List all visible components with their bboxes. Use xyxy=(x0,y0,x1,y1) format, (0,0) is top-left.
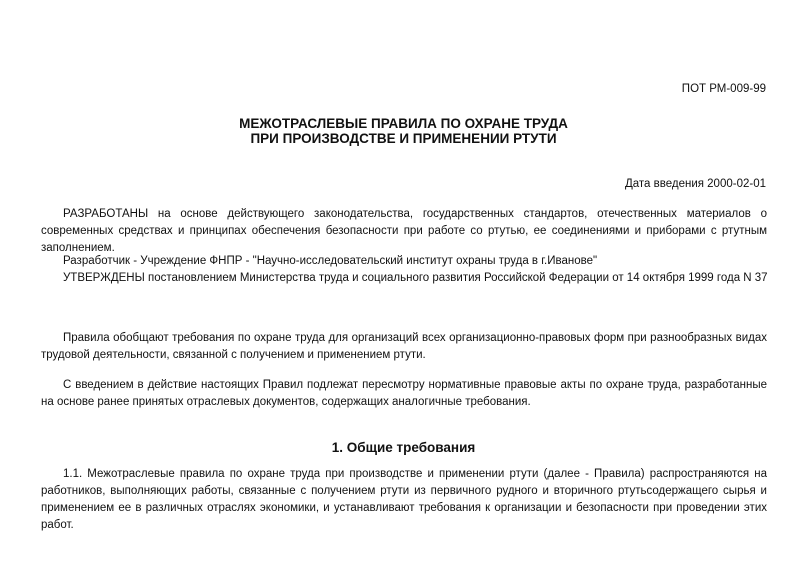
developer-line: Разработчик - Учреждение ФНПР - "Научно-исследовательский институт охраны труда в г.Иванове" xyxy=(63,255,598,267)
section-1-paragraph-1: 1.1. Межотраслевые правила по охране труда при производстве и применении ртути (далее - Правила) распространяются на работников, выполняющих работы, связанные с получением ртути из первичного рудного и вторичного ртутьсодержащего сырья и применением ее в различных отраслях экономики, и устанавливают требования к организации и безопасности при проведении этих работ. xyxy=(41,468,767,531)
intro-paragraph-2: С введением в действие настоящих Правил подлежат пересмотру нормативные правовые акты по охране труда, разработанные на основе ранее принятых отраслевых документов, содержащих аналогичные требования. xyxy=(41,379,767,408)
section-1-heading: 1. Общие требования xyxy=(331,440,476,455)
document-code: ПОТ РМ-009-99 xyxy=(681,83,766,95)
document-title-line-1: МЕЖОТРАСЛЕВЫЕ ПРАВИЛА ПО ОХРАНЕ ТРУДА xyxy=(239,116,568,131)
intro-paragraph-1: Правила обобщают требования по охране труда для организаций всех организационно-правовых форм при разнообразных видах трудовой деятельности, связанной с получением и применением ртути. xyxy=(41,332,767,361)
approved-line: УТВЕРЖДЕНЫ постановлением Министерства труда и социального развития Российской Федерации от 14 октября 1999 года N 37 xyxy=(63,272,768,284)
effective-date: Дата введения 2000-02-01 xyxy=(624,178,766,190)
document-title-line-2: ПРИ ПРОИЗВОДСТВЕ И ПРИМЕНЕНИИ РТУТИ xyxy=(250,131,557,146)
developed-paragraph: РАЗРАБОТАНЫ на основе действующего законодательства, государственных стандартов, отечественных материалов о современных средствах и принципах обеспечения безопасности при работе со ртутью, ее соединениями и приборами с ртутным заполнением. xyxy=(41,208,767,254)
